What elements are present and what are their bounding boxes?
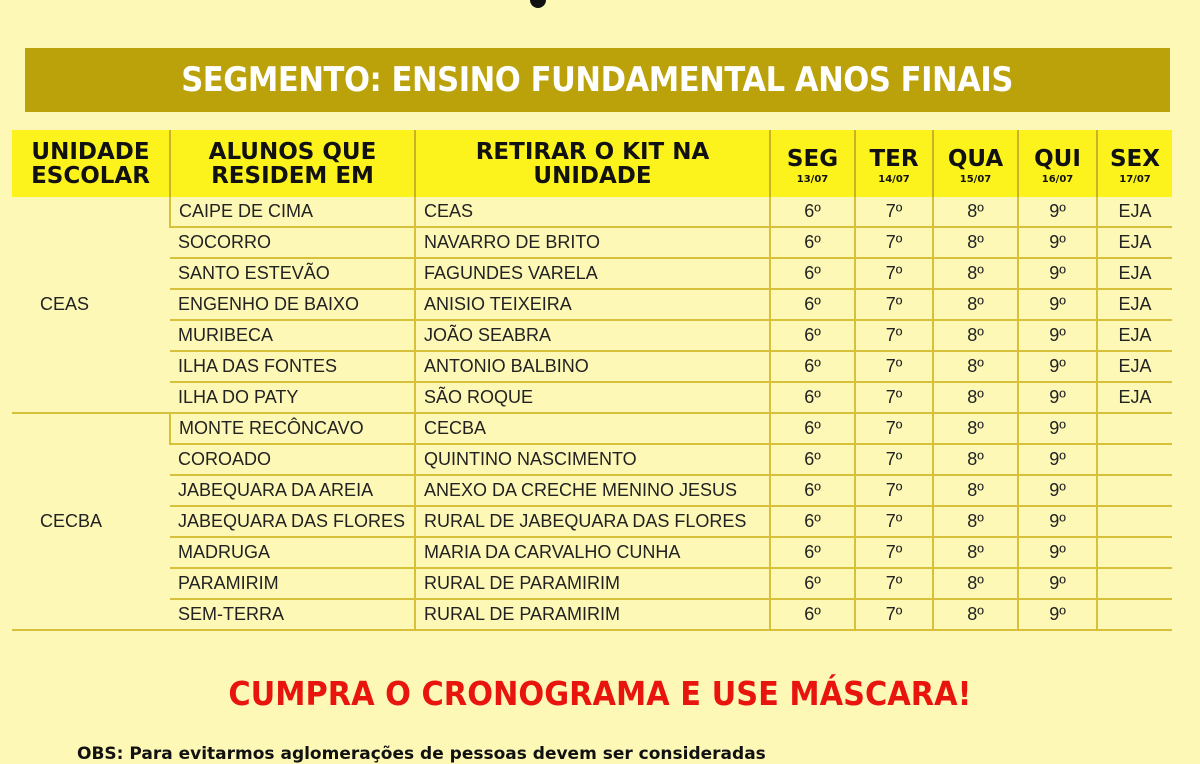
segment-title: SEGMENTO: ENSINO FUNDAMENTAL ANOS FINAIS bbox=[181, 60, 1014, 100]
day-cell: 8º bbox=[933, 382, 1018, 413]
day-cell: 7º bbox=[855, 444, 933, 475]
day-cell: 9º bbox=[1018, 475, 1097, 506]
day-cell: EJA bbox=[1097, 227, 1172, 258]
day-label: QUI bbox=[1034, 145, 1081, 172]
alunos-cell: JABEQUARA DA AREIA bbox=[170, 475, 415, 506]
day-cell bbox=[1097, 537, 1172, 568]
table-row bbox=[12, 351, 1172, 382]
day-cell: 9º bbox=[1018, 537, 1097, 568]
retirar-cell: CEAS bbox=[415, 197, 770, 227]
day-cell: 6º bbox=[770, 506, 855, 537]
header-row bbox=[12, 130, 1172, 197]
retirar-cell: ANTONIO BALBINO bbox=[415, 351, 770, 382]
day-cell: 7º bbox=[855, 320, 933, 351]
day-cell: 9º bbox=[1018, 227, 1097, 258]
day-date: 13/07 bbox=[796, 173, 829, 185]
alunos-cell: COROADO bbox=[170, 444, 415, 475]
alunos-cell: ENGENHO DE BAIXO bbox=[170, 289, 415, 320]
header-unidade: UNIDADE ESCOLAR bbox=[12, 130, 170, 197]
retirar-cell: SÃO ROQUE bbox=[415, 382, 770, 413]
day-cell bbox=[1097, 506, 1172, 537]
retirar-cell: RURAL DE JABEQUARA DAS FLORES bbox=[415, 506, 770, 537]
day-cell: 9º bbox=[1018, 258, 1097, 289]
segment-banner bbox=[25, 48, 1170, 112]
retirar-cell: QUINTINO NASCIMENTO bbox=[415, 444, 770, 475]
retirar-cell: FAGUNDES VARELA bbox=[415, 258, 770, 289]
table-row bbox=[12, 599, 1172, 630]
day-cell: 8º bbox=[933, 289, 1018, 320]
table-row bbox=[12, 289, 1172, 320]
day-cell: 8º bbox=[933, 227, 1018, 258]
day-cell: EJA bbox=[1097, 382, 1172, 413]
table-row bbox=[12, 320, 1172, 351]
table-row bbox=[12, 197, 1172, 227]
retirar-cell: ANEXO DA CRECHE MENINO JESUS bbox=[415, 475, 770, 506]
header-day bbox=[1018, 130, 1097, 197]
day-cell: 8º bbox=[933, 537, 1018, 568]
table-row bbox=[12, 475, 1172, 506]
day-label: SEX bbox=[1109, 145, 1160, 172]
day-cell: 6º bbox=[770, 444, 855, 475]
day-cell: 6º bbox=[770, 413, 855, 444]
day-cell: 8º bbox=[933, 475, 1018, 506]
day-cell: 7º bbox=[855, 351, 933, 382]
day-cell: 7º bbox=[855, 568, 933, 599]
day-cell: EJA bbox=[1097, 351, 1172, 382]
alunos-cell: ILHA DAS FONTES bbox=[170, 351, 415, 382]
day-cell: 9º bbox=[1018, 197, 1097, 227]
day-cell: 9º bbox=[1018, 351, 1097, 382]
day-label: QUA bbox=[947, 145, 1004, 172]
day-label: SEG bbox=[786, 145, 839, 172]
day-cell: 6º bbox=[770, 537, 855, 568]
title-fragment bbox=[530, 0, 546, 8]
table-row bbox=[12, 537, 1172, 568]
day-cell: 6º bbox=[770, 568, 855, 599]
day-cell: 8º bbox=[933, 506, 1018, 537]
header-day bbox=[1097, 130, 1172, 197]
day-cell: 7º bbox=[855, 382, 933, 413]
day-cell bbox=[1097, 568, 1172, 599]
day-cell: 7º bbox=[855, 227, 933, 258]
alunos-cell: SANTO ESTEVÃO bbox=[170, 258, 415, 289]
day-cell: 8º bbox=[933, 351, 1018, 382]
day-cell: 7º bbox=[855, 475, 933, 506]
table-row bbox=[12, 413, 1172, 444]
day-date: 15/07 bbox=[959, 173, 992, 185]
day-cell: 9º bbox=[1018, 320, 1097, 351]
day-cell: 6º bbox=[770, 227, 855, 258]
day-date: 16/07 bbox=[1041, 173, 1074, 185]
alunos-cell: PARAMIRIM bbox=[170, 568, 415, 599]
day-cell: EJA bbox=[1097, 320, 1172, 351]
day-date: 17/07 bbox=[1119, 173, 1151, 185]
day-cell: 7º bbox=[855, 537, 933, 568]
day-cell: 7º bbox=[855, 289, 933, 320]
table-row bbox=[12, 568, 1172, 599]
retirar-cell: ANISIO TEIXEIRA bbox=[415, 289, 770, 320]
day-cell: 8º bbox=[933, 568, 1018, 599]
day-cell: 9º bbox=[1018, 599, 1097, 630]
day-cell: EJA bbox=[1097, 197, 1172, 227]
header-day bbox=[933, 130, 1018, 197]
day-cell bbox=[1097, 475, 1172, 506]
schedule-table bbox=[12, 130, 1172, 631]
table-row bbox=[12, 506, 1172, 537]
day-cell: 8º bbox=[933, 413, 1018, 444]
alunos-cell: MONTE RECÔNCAVO bbox=[170, 413, 415, 444]
retirar-cell: RURAL DE PARAMIRIM bbox=[415, 568, 770, 599]
header-alunos: ALUNOS QUE RESIDEM EM bbox=[170, 130, 415, 197]
day-cell: 9º bbox=[1018, 382, 1097, 413]
day-cell: 7º bbox=[855, 197, 933, 227]
retirar-cell: NAVARRO DE BRITO bbox=[415, 227, 770, 258]
day-cell: 7º bbox=[855, 258, 933, 289]
alunos-cell: JABEQUARA DAS FLORES bbox=[170, 506, 415, 537]
day-cell: 6º bbox=[770, 475, 855, 506]
table-row bbox=[12, 444, 1172, 475]
day-cell bbox=[1097, 413, 1172, 444]
day-date: 14/07 bbox=[878, 173, 910, 185]
day-cell: 9º bbox=[1018, 506, 1097, 537]
day-cell: EJA bbox=[1097, 258, 1172, 289]
day-cell: 7º bbox=[855, 506, 933, 537]
day-label: TER bbox=[869, 145, 919, 172]
day-cell: 8º bbox=[933, 320, 1018, 351]
day-cell: 7º bbox=[855, 413, 933, 444]
day-cell: 9º bbox=[1018, 568, 1097, 599]
day-cell: 6º bbox=[770, 197, 855, 227]
day-cell bbox=[1097, 444, 1172, 475]
unidade-cell: CEAS bbox=[12, 197, 170, 413]
day-cell: 6º bbox=[770, 320, 855, 351]
day-cell: EJA bbox=[1097, 289, 1172, 320]
day-cell: 6º bbox=[770, 258, 855, 289]
alunos-cell: CAIPE DE CIMA bbox=[170, 197, 415, 227]
day-cell: 6º bbox=[770, 382, 855, 413]
retirar-cell: MARIA DA CARVALHO CUNHA bbox=[415, 537, 770, 568]
day-cell: 6º bbox=[770, 289, 855, 320]
day-cell: 8º bbox=[933, 599, 1018, 630]
day-cell: 8º bbox=[933, 197, 1018, 227]
alunos-cell: ILHA DO PATY bbox=[170, 382, 415, 413]
slogan bbox=[0, 674, 1200, 713]
retirar-cell: RURAL DE PARAMIRIM bbox=[415, 599, 770, 630]
day-cell: 6º bbox=[770, 599, 855, 630]
retirar-cell: JOÃO SEABRA bbox=[415, 320, 770, 351]
day-cell: 9º bbox=[1018, 444, 1097, 475]
unidade-cell: CECBA bbox=[12, 413, 170, 630]
alunos-cell: SEM-TERRA bbox=[170, 599, 415, 630]
day-cell: 8º bbox=[933, 444, 1018, 475]
header-retirar: RETIRAR O KIT NA UNIDADE bbox=[415, 130, 770, 197]
alunos-cell: MURIBECA bbox=[170, 320, 415, 351]
table-row bbox=[12, 227, 1172, 258]
header-day bbox=[770, 130, 855, 197]
day-cell bbox=[1097, 599, 1172, 630]
obs-note: OBS: Para evitarmos aglomerações de pessoas devem ser consideradas bbox=[77, 744, 766, 764]
alunos-cell: SOCORRO bbox=[170, 227, 415, 258]
day-cell: 9º bbox=[1018, 289, 1097, 320]
day-cell: 6º bbox=[770, 351, 855, 382]
retirar-cell: CECBA bbox=[415, 413, 770, 444]
day-cell: 8º bbox=[933, 258, 1018, 289]
table-row bbox=[12, 382, 1172, 413]
day-cell: 7º bbox=[855, 599, 933, 630]
header-day bbox=[855, 130, 933, 197]
alunos-cell: MADRUGA bbox=[170, 537, 415, 568]
slogan-text: CUMPRA O CRONOGRAMA E USE MÁSCARA! bbox=[228, 674, 972, 713]
table-row bbox=[12, 258, 1172, 289]
day-cell: 9º bbox=[1018, 413, 1097, 444]
